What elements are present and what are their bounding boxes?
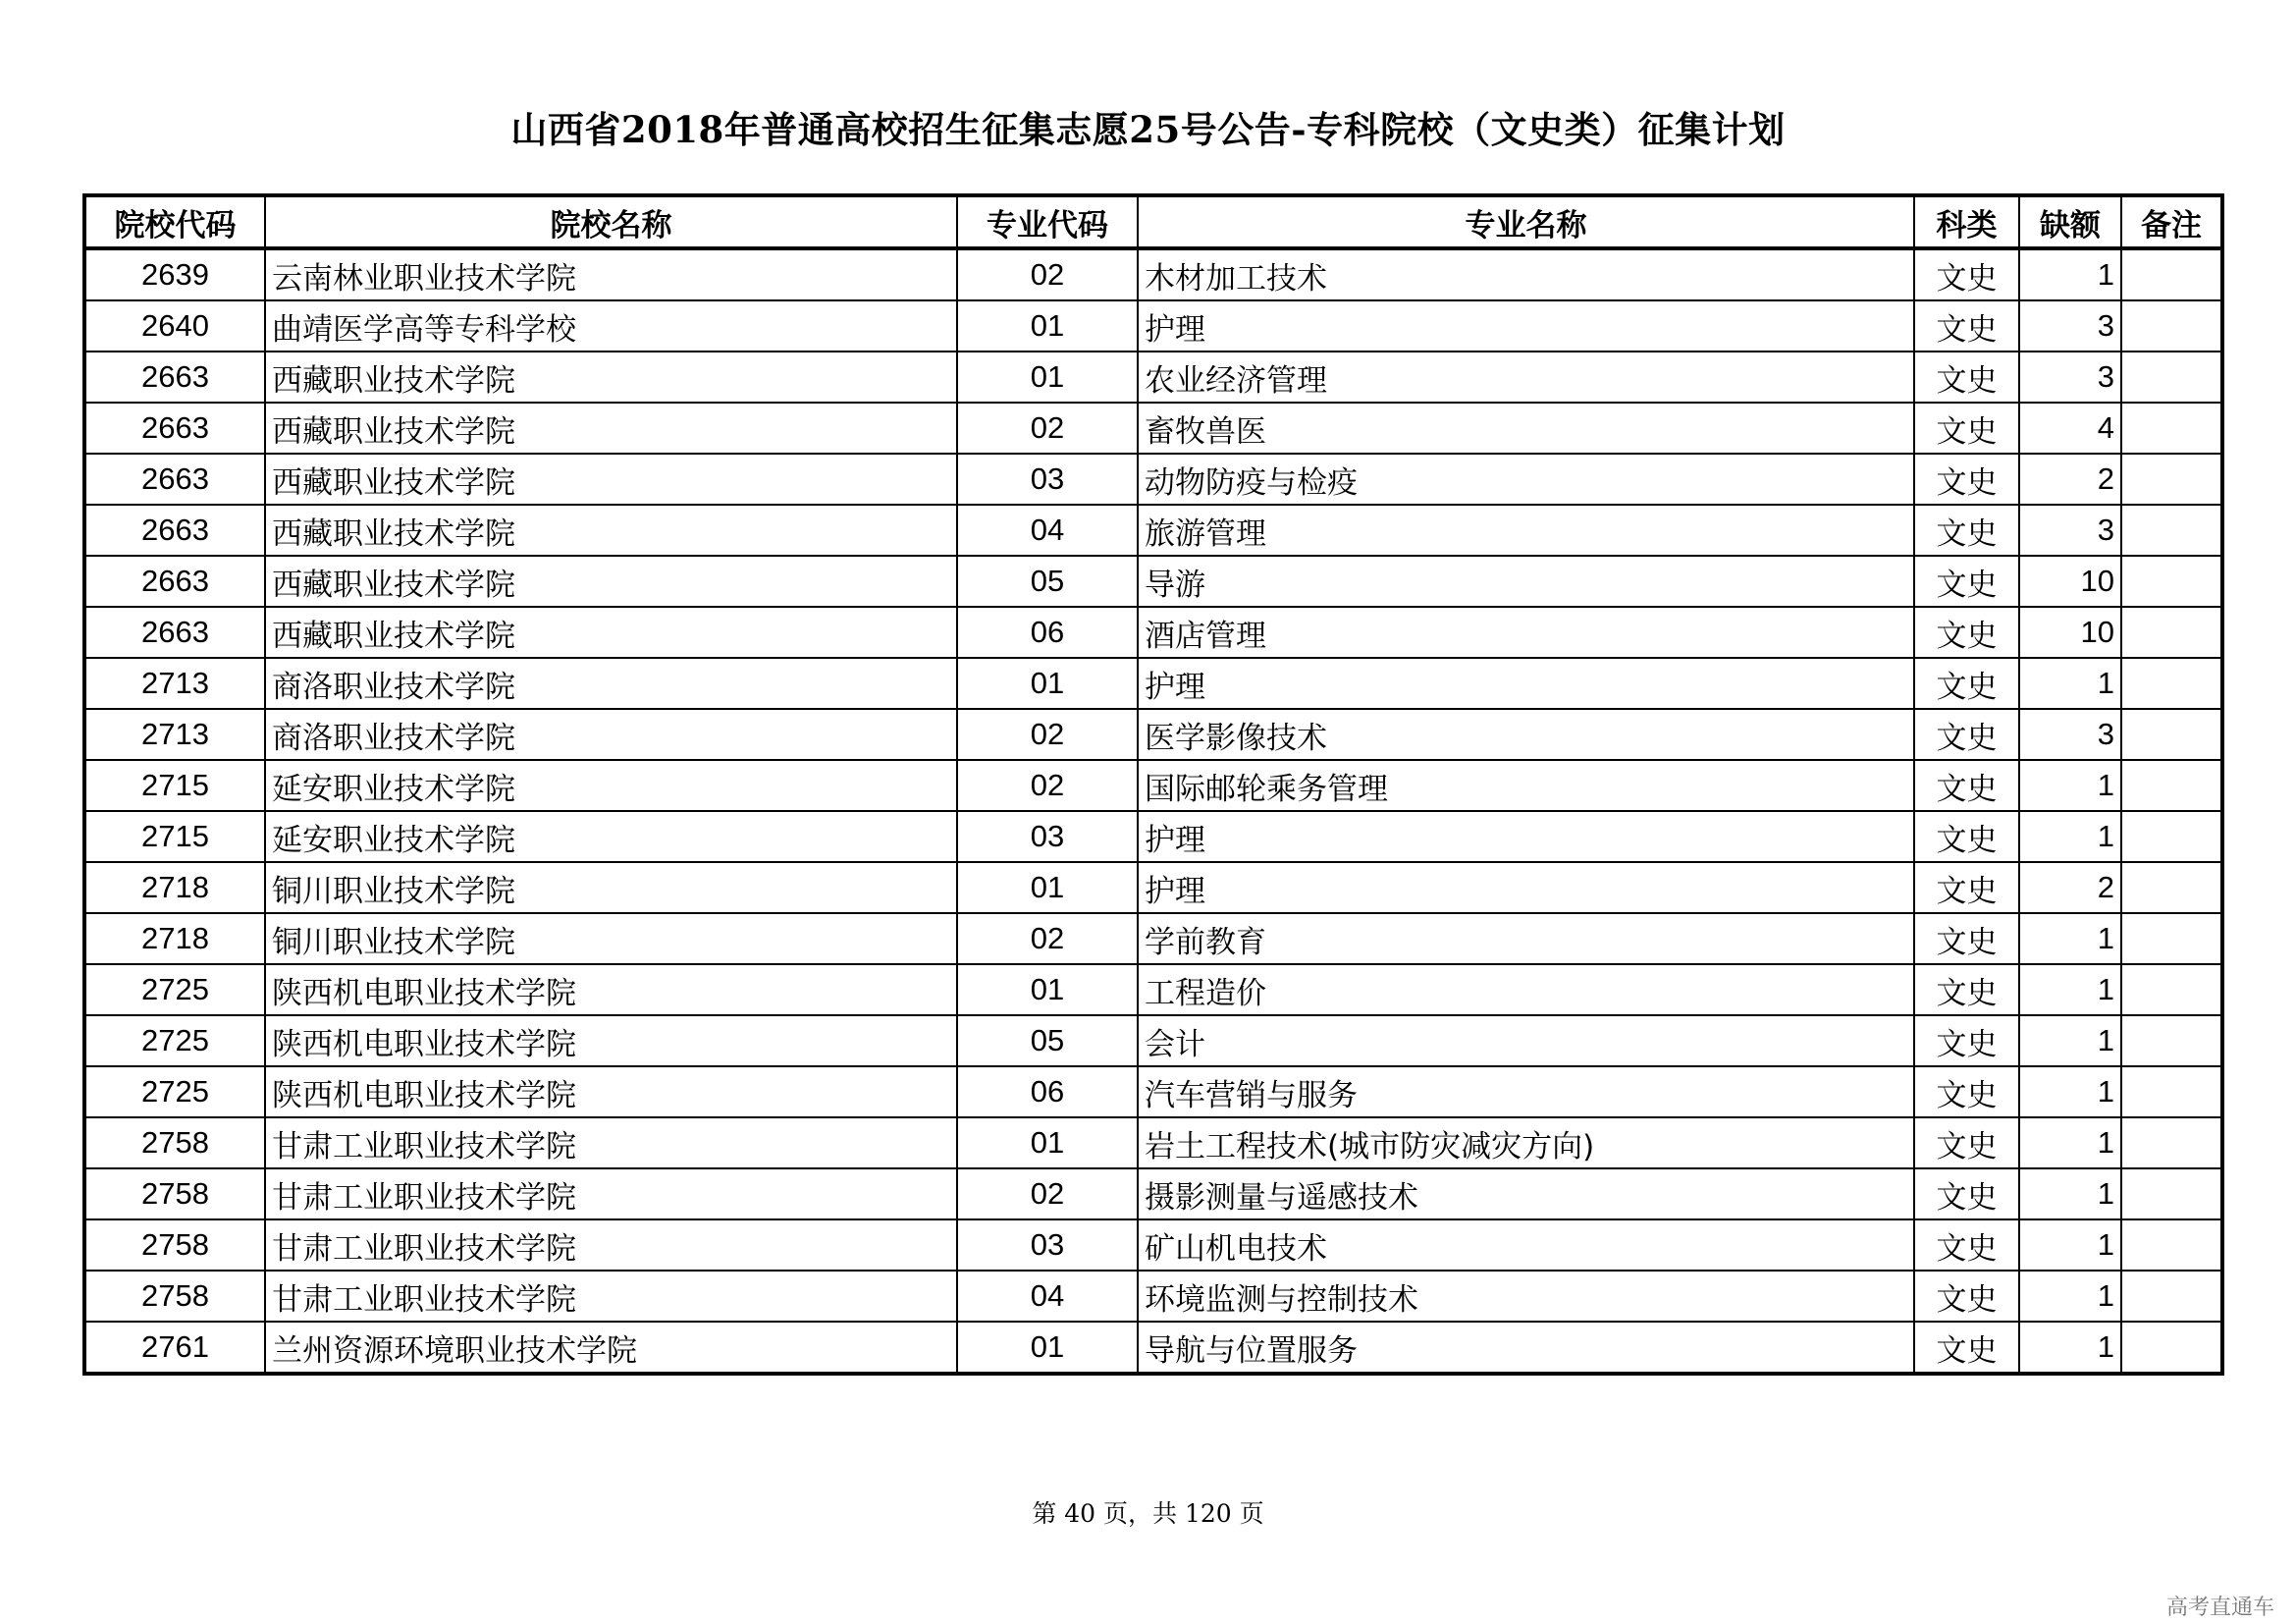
cell-category: 文史 <box>1914 607 2019 658</box>
cell-remarks <box>2121 1219 2222 1271</box>
cell-major-name: 农业经济管理 <box>1138 352 1914 403</box>
cell-remarks <box>2121 454 2222 505</box>
cell-school-code: 2725 <box>84 1066 265 1117</box>
table-row <box>84 760 2222 811</box>
header-vacancy: 缺额 <box>2019 195 2121 248</box>
cell-major-code: 02 <box>957 709 1138 760</box>
cell-school-name: 铜川职业技术学院 <box>265 913 957 964</box>
cell-major-name: 护理 <box>1138 658 1914 709</box>
cell-major-code: 01 <box>957 862 1138 913</box>
cell-school-code: 2758 <box>84 1219 265 1271</box>
cell-school-name: 商洛职业技术学院 <box>265 709 957 760</box>
cell-vacancy: 10 <box>2019 607 2121 658</box>
header-remarks: 备注 <box>2121 195 2222 248</box>
cell-major-code: 04 <box>957 505 1138 556</box>
table-row <box>84 300 2222 352</box>
cell-school-code: 2713 <box>84 658 265 709</box>
cell-category: 文史 <box>1914 505 2019 556</box>
cell-school-name: 甘肃工业职业技术学院 <box>265 1168 957 1219</box>
cell-remarks <box>2121 1168 2222 1219</box>
cell-remarks <box>2121 1117 2222 1168</box>
cell-school-name: 陕西机电职业技术学院 <box>265 1015 957 1066</box>
cell-major-name: 医学影像技术 <box>1138 709 1914 760</box>
table-header-row <box>84 195 2222 248</box>
header-school-name: 院校名称 <box>265 195 957 248</box>
cell-major-name: 会计 <box>1138 1015 1914 1066</box>
cell-school-name: 延安职业技术学院 <box>265 760 957 811</box>
cell-major-code: 02 <box>957 248 1138 300</box>
cell-major-name: 护理 <box>1138 300 1914 352</box>
cell-major-code: 05 <box>957 556 1138 607</box>
cell-major-name: 护理 <box>1138 811 1914 862</box>
cell-category: 文史 <box>1914 1168 2019 1219</box>
cell-remarks <box>2121 1322 2222 1374</box>
cell-vacancy: 3 <box>2019 352 2121 403</box>
cell-school-code: 2725 <box>84 1015 265 1066</box>
cell-school-name: 陕西机电职业技术学院 <box>265 964 957 1015</box>
cell-category: 文史 <box>1914 556 2019 607</box>
cell-school-code: 2715 <box>84 760 265 811</box>
cell-major-name: 矿山机电技术 <box>1138 1219 1914 1271</box>
cell-school-code: 2713 <box>84 709 265 760</box>
cell-vacancy: 10 <box>2019 556 2121 607</box>
cell-major-name: 动物防疫与检疫 <box>1138 454 1914 505</box>
table-row <box>84 964 2222 1015</box>
cell-school-name: 商洛职业技术学院 <box>265 658 957 709</box>
cell-school-code: 2640 <box>84 300 265 352</box>
cell-category: 文史 <box>1914 1066 2019 1117</box>
cell-school-code: 2758 <box>84 1117 265 1168</box>
cell-major-name: 国际邮轮乘务管理 <box>1138 760 1914 811</box>
cell-category: 文史 <box>1914 352 2019 403</box>
cell-vacancy: 1 <box>2019 1271 2121 1322</box>
cell-major-name: 畜牧兽医 <box>1138 403 1914 454</box>
cell-major-code: 02 <box>957 1168 1138 1219</box>
table-row <box>84 352 2222 403</box>
cell-category: 文史 <box>1914 300 2019 352</box>
header-category: 科类 <box>1914 195 2019 248</box>
table-row <box>84 1271 2222 1322</box>
cell-vacancy: 1 <box>2019 1322 2121 1374</box>
table-row <box>84 1168 2222 1219</box>
table-row <box>84 913 2222 964</box>
cell-major-code: 02 <box>957 913 1138 964</box>
table-row <box>84 862 2222 913</box>
cell-school-code: 2639 <box>84 248 265 300</box>
cell-remarks <box>2121 964 2222 1015</box>
cell-major-name: 工程造价 <box>1138 964 1914 1015</box>
cell-category: 文史 <box>1914 1271 2019 1322</box>
cell-school-code: 2663 <box>84 607 265 658</box>
cell-major-name: 导航与位置服务 <box>1138 1322 1914 1374</box>
cell-category: 文史 <box>1914 1117 2019 1168</box>
cell-school-code: 2663 <box>84 556 265 607</box>
cell-remarks <box>2121 760 2222 811</box>
cell-remarks <box>2121 1015 2222 1066</box>
cell-school-name: 西藏职业技术学院 <box>265 403 957 454</box>
cell-school-name: 西藏职业技术学院 <box>265 607 957 658</box>
cell-school-name: 甘肃工业职业技术学院 <box>265 1219 957 1271</box>
cell-remarks <box>2121 403 2222 454</box>
cell-major-name: 摄影测量与遥感技术 <box>1138 1168 1914 1219</box>
cell-school-name: 曲靖医学高等专科学校 <box>265 300 957 352</box>
cell-major-code: 01 <box>957 1322 1138 1374</box>
cell-remarks <box>2121 352 2222 403</box>
cell-category: 文史 <box>1914 1322 2019 1374</box>
cell-major-name: 护理 <box>1138 862 1914 913</box>
cell-major-code: 03 <box>957 811 1138 862</box>
cell-category: 文史 <box>1914 248 2019 300</box>
cell-school-name: 西藏职业技术学院 <box>265 352 957 403</box>
cell-school-name: 铜川职业技术学院 <box>265 862 957 913</box>
cell-major-name: 旅游管理 <box>1138 505 1914 556</box>
cell-major-code: 06 <box>957 1066 1138 1117</box>
table-row <box>84 811 2222 862</box>
cell-school-name: 西藏职业技术学院 <box>265 556 957 607</box>
cell-category: 文史 <box>1914 811 2019 862</box>
cell-remarks <box>2121 658 2222 709</box>
table-row <box>84 505 2222 556</box>
table-row <box>84 1219 2222 1271</box>
table-row <box>84 1066 2222 1117</box>
cell-school-name: 西藏职业技术学院 <box>265 505 957 556</box>
table-body <box>84 248 2222 1374</box>
table-row <box>84 709 2222 760</box>
cell-major-code: 03 <box>957 1219 1138 1271</box>
cell-vacancy: 1 <box>2019 1015 2121 1066</box>
cell-major-code: 01 <box>957 1117 1138 1168</box>
cell-vacancy: 4 <box>2019 403 2121 454</box>
cell-vacancy: 1 <box>2019 964 2121 1015</box>
cell-vacancy: 1 <box>2019 1117 2121 1168</box>
cell-school-name: 陕西机电职业技术学院 <box>265 1066 957 1117</box>
cell-major-name: 学前教育 <box>1138 913 1914 964</box>
cell-remarks <box>2121 811 2222 862</box>
page-footer: 第 40 页，共 120 页 <box>1032 1499 1264 1528</box>
cell-vacancy: 1 <box>2019 760 2121 811</box>
table-row <box>84 556 2222 607</box>
cell-category: 文史 <box>1914 709 2019 760</box>
cell-school-code: 2718 <box>84 862 265 913</box>
cell-remarks <box>2121 505 2222 556</box>
table-row <box>84 1117 2222 1168</box>
table-row <box>84 607 2222 658</box>
header-major-code: 专业代码 <box>957 195 1138 248</box>
cell-school-name: 兰州资源环境职业技术学院 <box>265 1322 957 1374</box>
cell-vacancy: 2 <box>2019 862 2121 913</box>
cell-vacancy: 1 <box>2019 811 2121 862</box>
cell-category: 文史 <box>1914 964 2019 1015</box>
cell-category: 文史 <box>1914 454 2019 505</box>
cell-remarks <box>2121 556 2222 607</box>
cell-remarks <box>2121 248 2222 300</box>
cell-major-code: 01 <box>957 658 1138 709</box>
table-row <box>84 658 2222 709</box>
cell-vacancy: 3 <box>2019 709 2121 760</box>
cell-major-name: 导游 <box>1138 556 1914 607</box>
cell-remarks <box>2121 709 2222 760</box>
cell-school-name: 甘肃工业职业技术学院 <box>265 1271 957 1322</box>
cell-school-code: 2715 <box>84 811 265 862</box>
cell-remarks <box>2121 607 2222 658</box>
cell-category: 文史 <box>1914 658 2019 709</box>
cell-major-code: 01 <box>957 300 1138 352</box>
cell-major-name: 岩土工程技术(城市防灾减灾方向) <box>1138 1117 1914 1168</box>
cell-remarks <box>2121 1066 2222 1117</box>
cell-category: 文史 <box>1914 1219 2019 1271</box>
cell-school-name: 甘肃工业职业技术学院 <box>265 1117 957 1168</box>
cell-major-name: 汽车营销与服务 <box>1138 1066 1914 1117</box>
table-row <box>84 454 2222 505</box>
cell-remarks <box>2121 1271 2222 1322</box>
cell-school-code: 2663 <box>84 454 265 505</box>
cell-category: 文史 <box>1914 403 2019 454</box>
cell-major-code: 01 <box>957 352 1138 403</box>
table-row <box>84 403 2222 454</box>
cell-vacancy: 1 <box>2019 913 2121 964</box>
cell-school-code: 2663 <box>84 352 265 403</box>
cell-vacancy: 1 <box>2019 1219 2121 1271</box>
cell-major-code: 05 <box>957 1015 1138 1066</box>
header-major-name: 专业名称 <box>1138 195 1914 248</box>
page-title: 山西省2018年普通高校招生征集志愿25号公告-专科院校（文史类）征集计划 <box>510 108 1786 151</box>
cell-vacancy: 1 <box>2019 248 2121 300</box>
table-row <box>84 1322 2222 1374</box>
cell-school-code: 2758 <box>84 1168 265 1219</box>
cell-major-name: 木材加工技术 <box>1138 248 1914 300</box>
cell-remarks <box>2121 913 2222 964</box>
cell-major-name: 环境监测与控制技术 <box>1138 1271 1914 1322</box>
cell-major-code: 04 <box>957 1271 1138 1322</box>
cell-category: 文史 <box>1914 913 2019 964</box>
cell-vacancy: 1 <box>2019 1066 2121 1117</box>
cell-school-code: 2663 <box>84 505 265 556</box>
cell-vacancy: 2 <box>2019 454 2121 505</box>
header-school-code: 院校代码 <box>84 195 265 248</box>
cell-school-code: 2725 <box>84 964 265 1015</box>
cell-school-code: 2761 <box>84 1322 265 1374</box>
cell-vacancy: 1 <box>2019 1168 2121 1219</box>
cell-school-name: 延安职业技术学院 <box>265 811 957 862</box>
cell-vacancy: 3 <box>2019 505 2121 556</box>
table-row <box>84 1015 2222 1066</box>
cell-major-code: 06 <box>957 607 1138 658</box>
cell-major-name: 酒店管理 <box>1138 607 1914 658</box>
enrollment-plan-table <box>82 193 2224 1376</box>
cell-remarks <box>2121 300 2222 352</box>
table-row <box>84 248 2222 300</box>
cell-school-name: 西藏职业技术学院 <box>265 454 957 505</box>
cell-vacancy: 1 <box>2019 658 2121 709</box>
cell-school-name: 云南林业职业技术学院 <box>265 248 957 300</box>
cell-category: 文史 <box>1914 862 2019 913</box>
cell-category: 文史 <box>1914 760 2019 811</box>
cell-school-code: 2663 <box>84 403 265 454</box>
cell-remarks <box>2121 862 2222 913</box>
cell-major-code: 01 <box>957 964 1138 1015</box>
cell-category: 文史 <box>1914 1015 2019 1066</box>
cell-major-code: 02 <box>957 760 1138 811</box>
cell-major-code: 02 <box>957 403 1138 454</box>
cell-major-code: 03 <box>957 454 1138 505</box>
cell-vacancy: 3 <box>2019 300 2121 352</box>
cell-school-code: 2758 <box>84 1271 265 1322</box>
watermark-logo: 高考直通车 <box>2165 1596 2274 1620</box>
cell-school-code: 2718 <box>84 913 265 964</box>
